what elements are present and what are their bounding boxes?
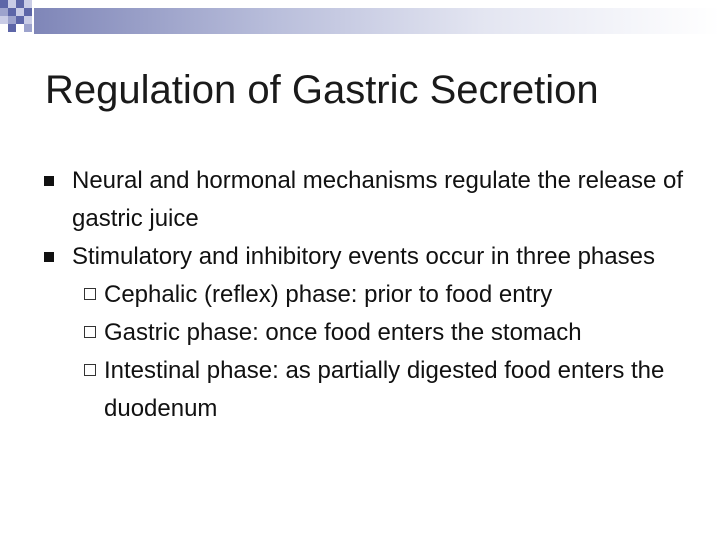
slide-title: Regulation of Gastric Secretion — [45, 68, 599, 112]
bullet-item — [0, 238, 720, 276]
header-square — [16, 16, 24, 24]
header-square — [24, 24, 32, 32]
bullet-list — [0, 162, 720, 428]
header-square — [24, 16, 32, 24]
header-gradient-bar — [34, 8, 720, 34]
bullet-item — [0, 162, 720, 238]
header-square — [8, 8, 16, 16]
sub-bullet-item — [0, 352, 720, 428]
header-square — [24, 8, 32, 16]
bullet-text: Stimulatory and inhibitory events occur in three phases — [72, 243, 655, 270]
header-square — [16, 8, 24, 16]
hollow-square-bullet-icon — [84, 364, 96, 376]
header-square — [0, 8, 8, 16]
sub-bullet-text: Cephalic (reflex) phase: prior to food entry — [104, 281, 553, 308]
header-square — [8, 24, 16, 32]
decorative-header — [0, 0, 720, 40]
filled-square-bullet-icon — [44, 176, 54, 186]
sub-bullet-text: Intestinal phase: as partially digested food enters the duodenum — [104, 357, 665, 422]
header-square — [16, 0, 24, 8]
bullet-text: Neural and hormonal mechanisms regulate the release of gastric juice — [72, 167, 684, 232]
sub-bullet-item — [0, 276, 720, 314]
hollow-square-bullet-icon — [84, 288, 96, 300]
sub-bullet-item — [0, 314, 720, 352]
header-square — [8, 16, 16, 24]
sub-bullet-text: Gastric phase: once food enters the stomach — [104, 319, 582, 346]
header-square — [0, 16, 8, 24]
header-square — [0, 0, 8, 8]
hollow-square-bullet-icon — [84, 326, 96, 338]
header-square — [8, 0, 16, 8]
header-square — [24, 0, 32, 8]
filled-square-bullet-icon — [44, 252, 54, 262]
